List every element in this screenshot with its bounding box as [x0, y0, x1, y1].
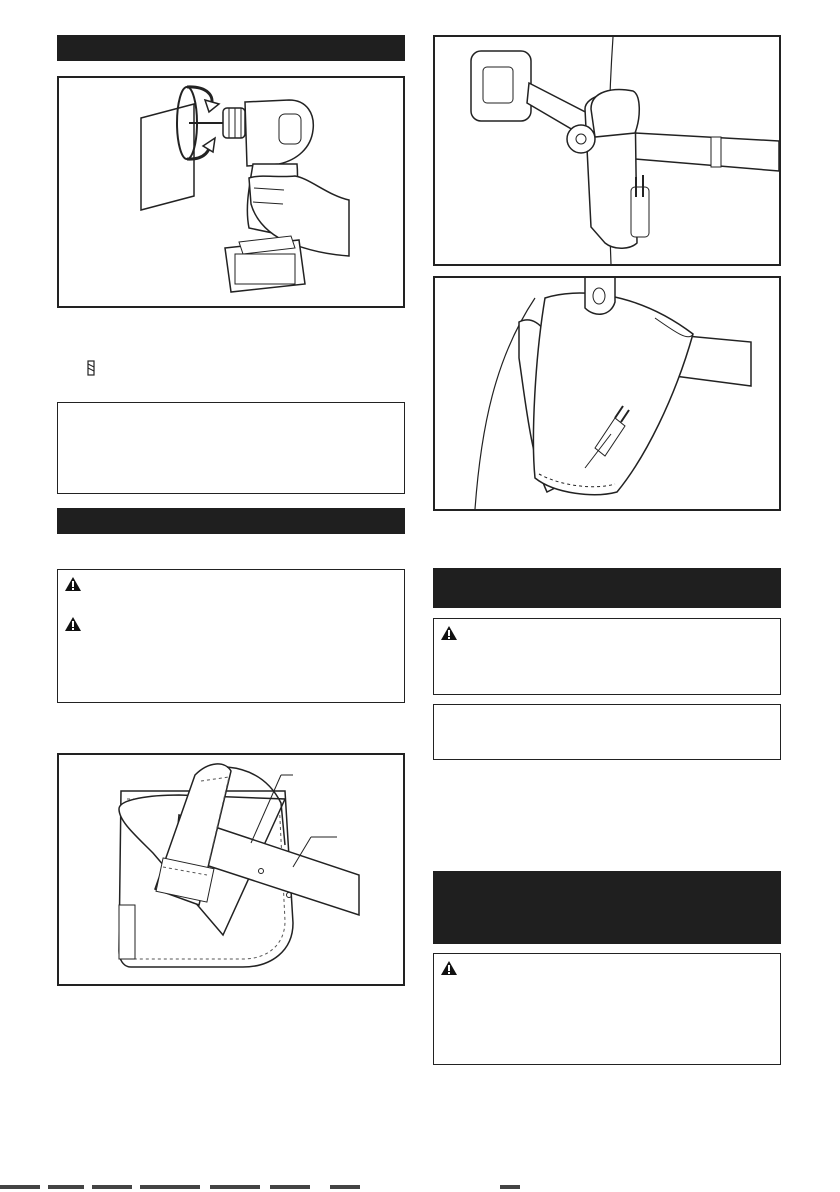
figure-holster-closeup [433, 276, 781, 511]
note-box-2 [433, 704, 781, 760]
warning-box [57, 569, 405, 703]
warning-triangle-icon [64, 616, 82, 632]
section-header-bar-1 [57, 35, 405, 61]
warning-box-3 [433, 953, 781, 1065]
section-header-bar-2 [57, 508, 405, 534]
section-header-bar-4 [433, 871, 781, 944]
warning-box-2 [433, 618, 781, 695]
warning-triangle-icon [440, 625, 458, 641]
warning-triangle-icon [64, 576, 82, 592]
warning-triangle-icon [440, 960, 458, 976]
cut-off-footer-text [0, 1182, 840, 1192]
figure-holster-belt [57, 753, 405, 986]
figure-drill-holstered [433, 35, 781, 266]
figure-drill-rotation [57, 76, 405, 308]
drill-bit-icon [86, 360, 96, 376]
note-box [57, 402, 405, 494]
section-header-bar-3 [433, 568, 781, 608]
